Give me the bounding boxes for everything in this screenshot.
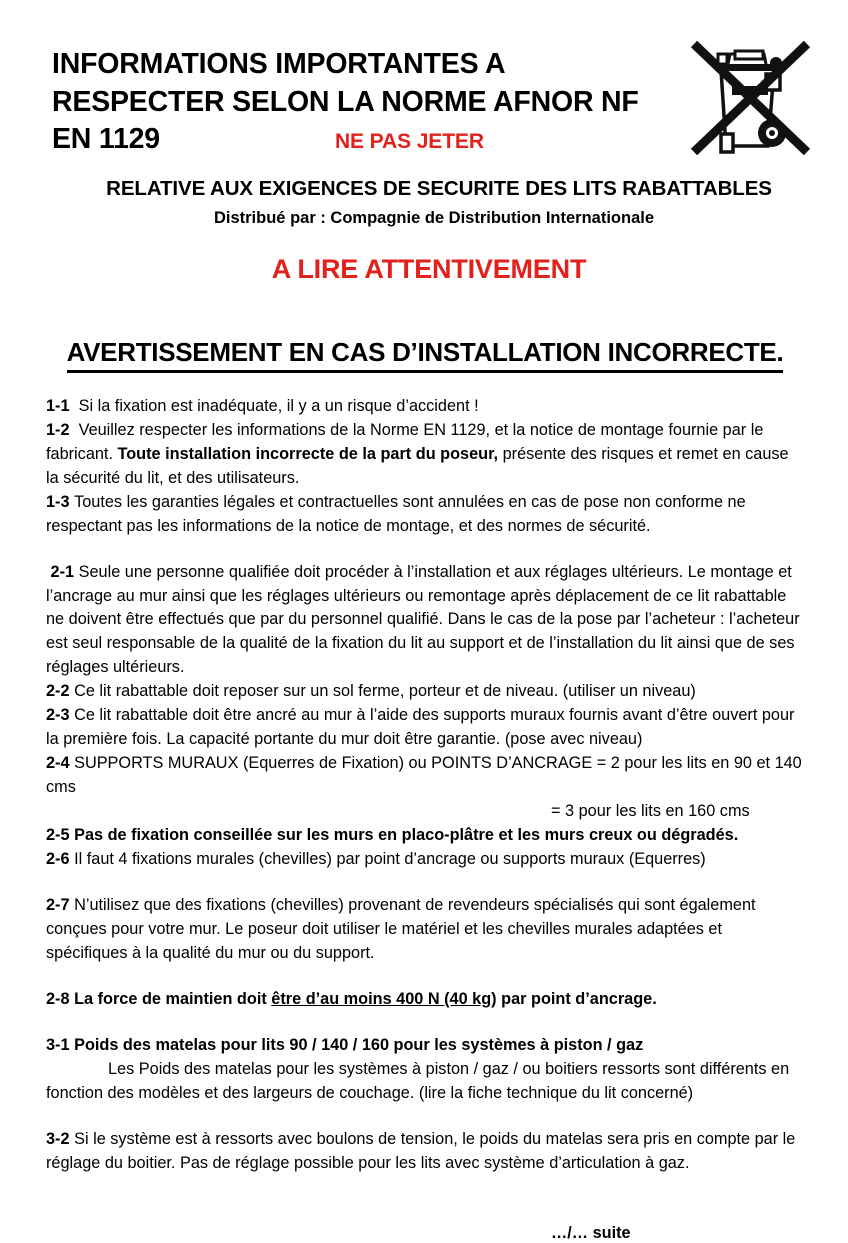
clause-1-3-text: Toutes les garanties légales et contractuelles sont annulées en cas de pose non conforme ne respectant pas les informations de la notice de montage, et des normes de sécurité.: [46, 492, 746, 535]
clause-2-2: [46, 680, 804, 704]
clause-1-2-text-after: présente des risques et remet en cause la sécurité du lit, et des utilisateurs.: [46, 444, 789, 487]
clause-2-6: [46, 848, 804, 872]
clause-group-3-1: [46, 1034, 804, 1106]
clause-2-8-number: 2-8: [46, 989, 70, 1008]
section-heading-text: AVERTISSEMENT EN CAS D’INSTALLATION INCORRECTE.: [67, 337, 784, 373]
clause-3-1-body: Les Poids des matelas pour les systèmes à piston / gaz / ou boitiers ressorts sont différents en fonction des modèles et des largeurs de couchage. (lire la fiche technique du lit concerné): [46, 1059, 790, 1102]
clause-2-2-text: Ce lit rabattable doit reposer sur un sol ferme, porteur et de niveau. (utiliser un niveau): [74, 682, 696, 701]
clause-3-2-number: 3-2: [46, 1129, 70, 1148]
clause-2-1-text: Seule une personne qualifiée doit procéder à l’installation et aux réglages ultérieurs. Le montage et l’ancrage au mur ainsi que les réglages ultérieurs ou remontage après déplacement de ce lit rabattable ne doivent être effectués que par du personnel qualifié. Dans le cas de la pose par l’acheteur : l’acheteur est seul responsable de la qualité de la fixation du lit au support et de l’installation du lit ainsi que de ses réglages ultérieurs.: [46, 562, 800, 677]
clause-2-4-second-line: = 3 pour les lits en 160 cms: [551, 802, 750, 821]
clause-2-3: [46, 704, 804, 752]
clause-1-2-text-bold: Toute installation incorrecte de la part du poseur,: [117, 444, 499, 463]
clause-3-1-heading-text: Poids des matelas pour lits 90 / 140 / 160 pour les systèmes à piston / gaz: [74, 1035, 644, 1054]
clause-2-4: [46, 752, 804, 800]
document-subtitle: RELATIVE AUX EXIGENCES DE SECURITE DES LITS RABATTABLES: [106, 176, 772, 200]
page-footer-continuation: …/… suite: [551, 1223, 631, 1242]
clause-2-8-text-underline: être d’au moins 400 N (40 kg): [271, 989, 497, 1008]
clause-2-6-number: 2-6: [46, 849, 70, 868]
clause-3-1-heading: [46, 1034, 804, 1058]
clause-1-2-number: 1-2: [46, 420, 70, 439]
clause-2-7-number: 2-7: [46, 895, 70, 914]
clause-2-6-text: Il faut 4 fixations murales (chevilles) par point d’ancrage ou supports muraux (Equerres): [74, 849, 706, 868]
read-carefully-notice: A LIRE ATTENTIVEMENT: [271, 253, 587, 284]
clause-2-4-number: 2-4: [46, 754, 70, 773]
clause-2-7-text: N’utilisez que des fixations (chevilles) provenant de revendeurs spécialisés qui sont également conçues pour votre mur. Le poseur doit utiliser le matériel et les chevilles murales adaptées et spécifiques à la qualité du mur ou du support.: [46, 895, 756, 962]
clause-group-2-7: [46, 894, 804, 966]
clause-2-5: [46, 824, 804, 848]
clause-2-2-number: 2-2: [46, 682, 70, 701]
do-not-discard-label: NE PAS JETER: [334, 130, 484, 154]
clause-1-1-number: 1-1: [46, 396, 70, 415]
clause-2-8-text-after: par point d’ancrage.: [496, 989, 657, 1008]
clause-1-3: [46, 491, 804, 539]
title-line-3: EN 1129: [52, 123, 160, 156]
section-heading-warning: [46, 337, 804, 373]
clause-1-3-number: 1-3: [46, 492, 70, 511]
clause-1-1: [46, 395, 804, 419]
clause-2-5-number: 2-5: [46, 826, 70, 845]
clause-1-2-text-before: Veuillez respecter les informations de la Norme EN 1129, et la notice de montage fournie par le fabricant.: [46, 420, 764, 463]
document-header: [0, 0, 848, 285]
crossed-out-wheelie-bin-icon: [688, 34, 813, 159]
clause-group-1: [46, 395, 804, 539]
distributor-line: Distribué par : Compagnie de Distribution Internationale: [213, 208, 655, 227]
clause-group-2-8: [46, 988, 804, 1012]
clause-2-1: [46, 561, 804, 681]
clause-2-3-text: Ce lit rabattable doit être ancré au mur à l’aide des supports muraux fournis avant d’être ouvert pour la première fois. La capacité portante du mur doit être garantie. (pose avec niveau): [46, 706, 795, 749]
clause-2-5-text: Pas de fixation conseillée sur les murs en placo-plâtre et les murs creux ou dégradés.: [74, 826, 739, 845]
clause-group-2: [46, 561, 804, 872]
clause-2-8: [46, 988, 804, 1012]
clause-3-2: [46, 1128, 804, 1176]
clause-2-7: [46, 894, 804, 966]
clause-2-4-text: SUPPORTS MURAUX (Equerres de Fixation) ou POINTS D’ANCRAGE = 2 pour les lits en 90 et 140 cms: [46, 754, 802, 797]
clause-3-2-text: Si le système est à ressorts avec boulons de tension, le poids du matelas sera pris en compte par le réglage du boitier. Pas de réglage possible pour les lits avec système d’articulation à gaz.: [46, 1129, 796, 1172]
title-line-2: RESPECTER SELON LA NORME AFNOR NF: [52, 85, 639, 118]
clause-3-1-number: 3-1: [46, 1035, 70, 1054]
document-title: [0, 46, 672, 159]
clause-1-2: [46, 419, 804, 491]
clause-1-1-text: Si la fixation est inadéquate, il y a un risque d’accident !: [78, 396, 479, 415]
title-line-3-row: [52, 121, 672, 159]
clause-2-1-number: 2-1: [50, 562, 75, 581]
clause-2-3-number: 2-3: [46, 706, 70, 725]
document-body: [0, 337, 848, 1243]
clause-group-3-2: [46, 1128, 804, 1176]
title-line-1: INFORMATIONS IMPORTANTES A: [52, 48, 506, 80]
clause-2-8-text-before: La force de maintien doit: [74, 989, 272, 1008]
